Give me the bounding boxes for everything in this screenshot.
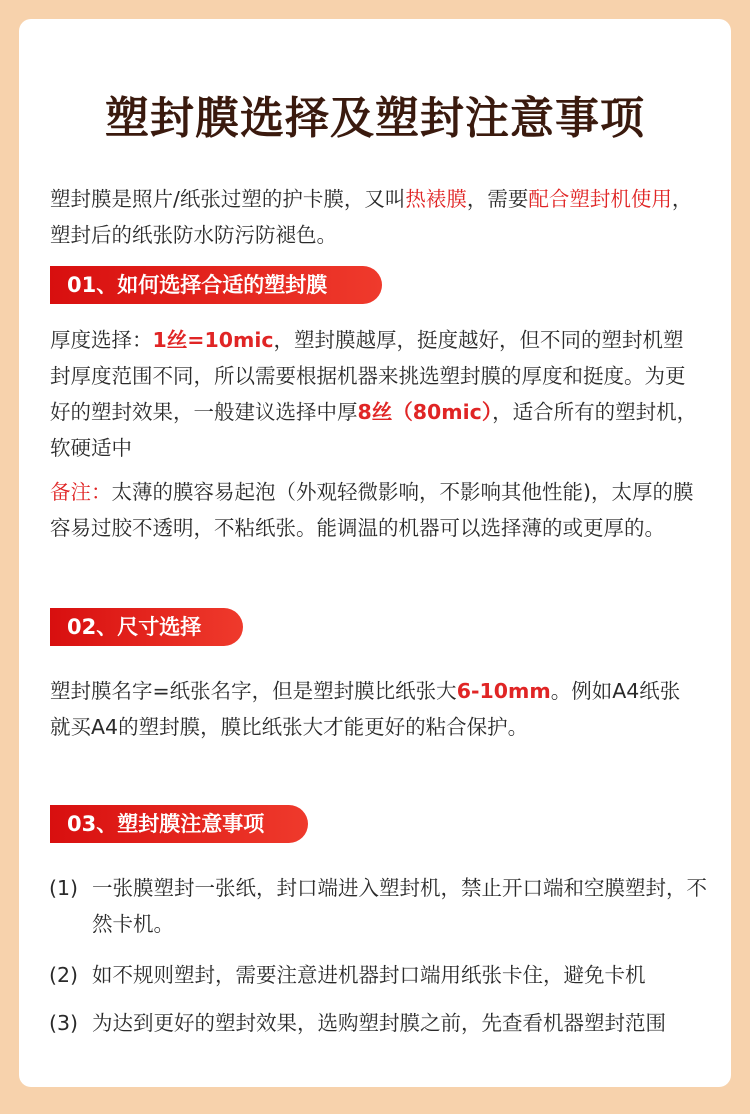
size-paragraph (50, 673, 700, 745)
size-text: 塑封膜名字=纸张名字，但是塑封膜比纸张大 (50, 679, 457, 703)
note-paragraph (50, 474, 700, 546)
thickness-recommend: 8丝（80mic） (357, 400, 493, 424)
intro-highlight-2: 配合塑封机使用 (528, 187, 672, 211)
intro-text-1: 塑封膜是照片/纸张过塑的护卡膜，又叫 (50, 187, 406, 211)
list-item-text: 为达到更好的塑封效果，选购塑封膜之前，先查看机器塑封范围 (92, 1011, 666, 1035)
size-text-end: 。例如A4纸张就买A4的塑封膜，膜比纸张大才能更好的粘合保护。 (50, 679, 681, 739)
intro-paragraph (50, 181, 700, 253)
list-item-number: (2) (49, 963, 79, 987)
intro-text-2: ，需要 (466, 187, 529, 211)
intro-text-3: ，塑封后的纸张防水防污防褪色。 (50, 187, 693, 247)
list-item (49, 1005, 709, 1041)
thickness-paragraph (50, 322, 700, 466)
intro-highlight-1: 热裱膜 (405, 187, 467, 211)
thickness-label: 厚度选择： (50, 328, 153, 352)
content-card (19, 19, 731, 1087)
section-01-heading: 01、如何选择合适的塑封膜 (50, 266, 382, 304)
note-text: 太薄的膜容易起泡（外观轻微影响，不影响其他性能)，太厚的膜容易过胶不透明，不粘纸张。能调温的机器可以选择薄的或更厚的。 (50, 480, 694, 540)
section-03-heading: 03、塑封膜注意事项 (50, 805, 308, 843)
note-label: 备注： (50, 480, 112, 504)
list-item-text: 如不规则塑封，需要注意进机器封口端用纸张卡住，避免卡机 (92, 963, 646, 987)
size-range: 6-10mm (456, 679, 551, 703)
section-02-heading: 02、尺寸选择 (50, 608, 243, 646)
list-item (49, 957, 709, 993)
list-item-number: (3) (49, 1011, 79, 1035)
thickness-unit: 1丝=10mic (152, 328, 274, 352)
list-item (49, 870, 709, 942)
page-title: 塑封膜选择及塑封注意事项 (105, 93, 645, 144)
thickness-text-end: ，适合所有的塑封机，软硬适中 (50, 400, 698, 460)
list-item-number: (1) (49, 876, 79, 900)
thickness-text: ，塑封膜越厚，挺度越好，但不同的塑封机塑封厚度范围不同，所以需要根据机器来挑选塑封膜的厚度和挺度。为更好的塑封效果，一般建议选择中厚 (50, 328, 686, 424)
list-item-text: 一张膜塑封一张纸，封口端进入塑封机，禁止开口端和空膜塑封，不然卡机。 (92, 876, 707, 936)
